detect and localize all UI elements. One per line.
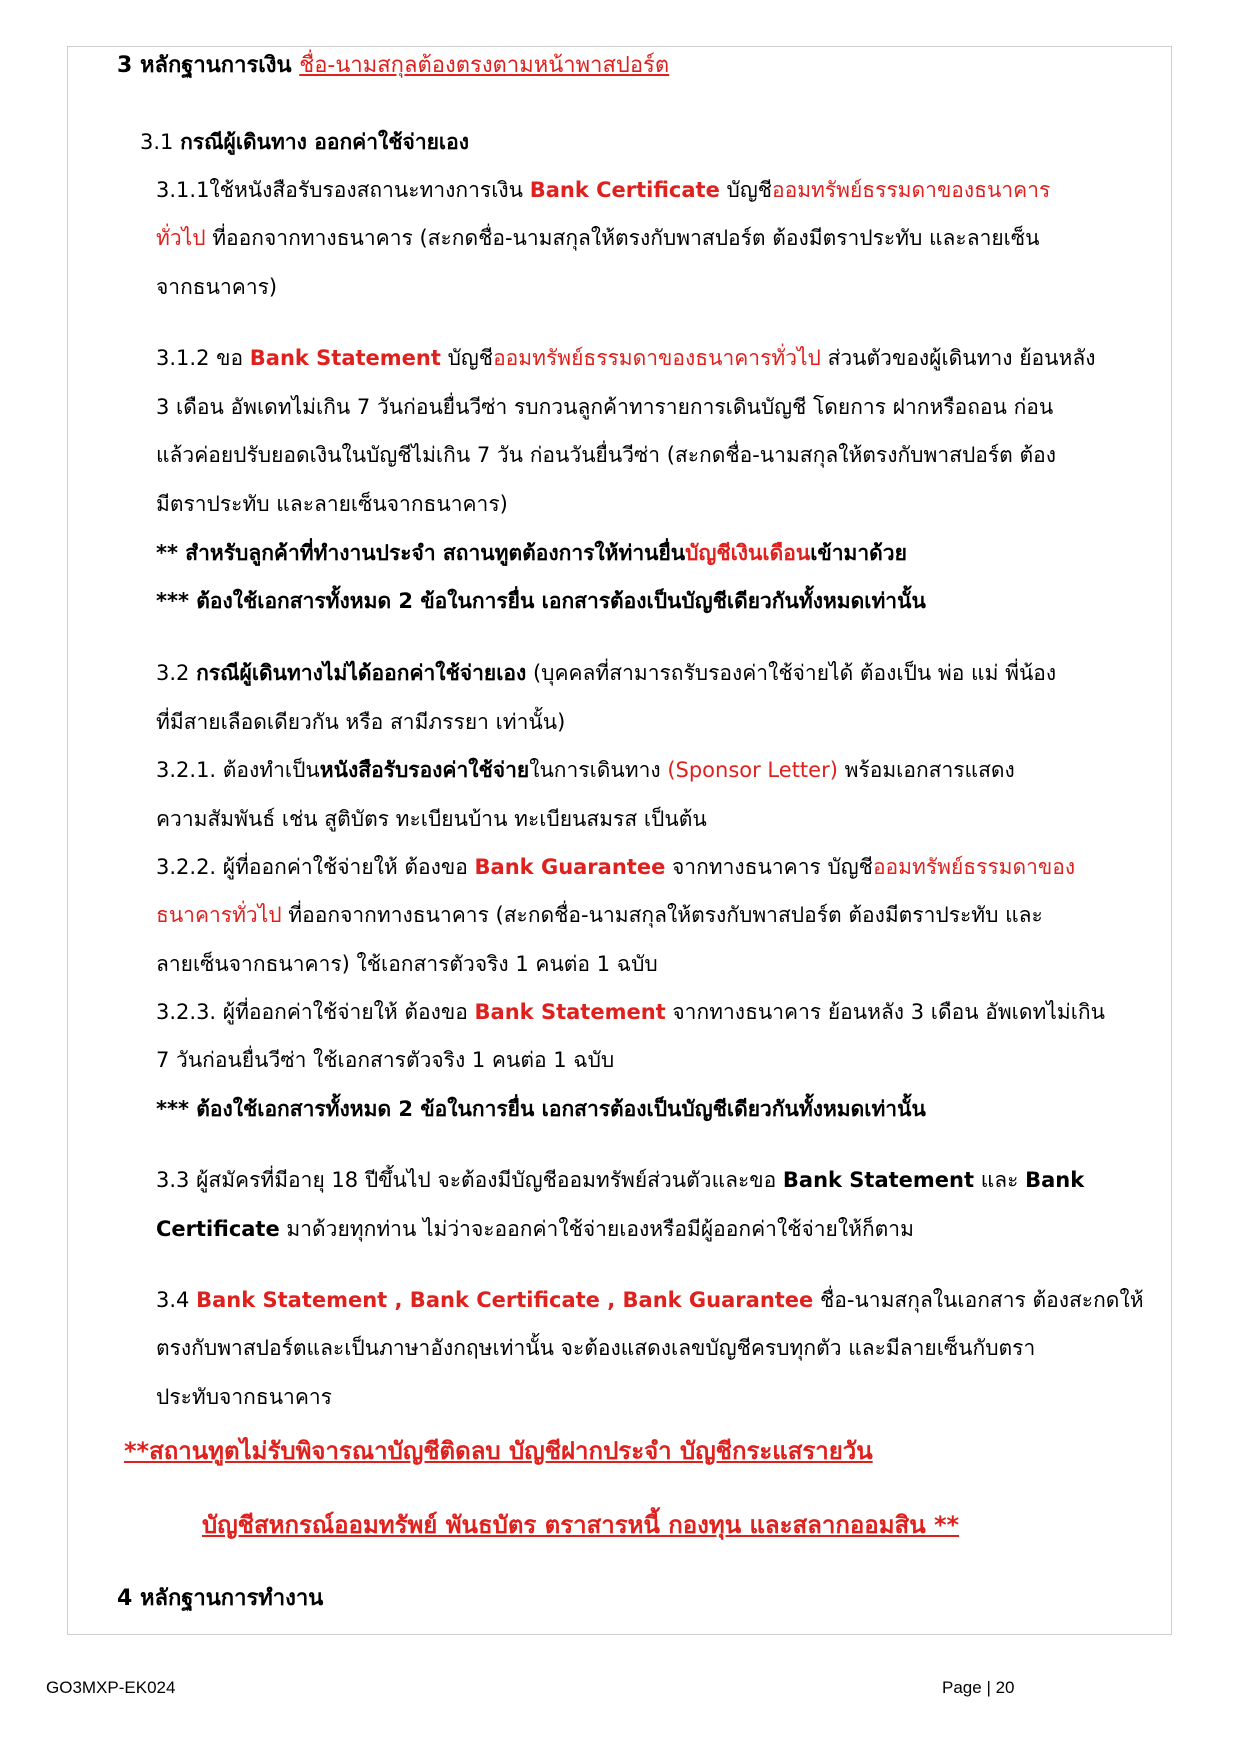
salary-account-term: บัญชีเงินเดือน bbox=[685, 541, 811, 565]
footer-page bbox=[942, 1677, 1015, 1699]
savings-account-term: ออมทรัพย์ธรรมดาของธนาคาร bbox=[771, 178, 1051, 202]
para-3-4-text: ชื่อ-นามสกุลในเอกสาร ต้องสะกดให้ bbox=[813, 1288, 1144, 1312]
savings-account-term: ออมทรัพย์ธรรมดาของ bbox=[872, 855, 1076, 879]
para-3-1-2-text: บัญชี bbox=[440, 346, 494, 370]
section-3-heading bbox=[117, 51, 669, 81]
para-3-1-1-text: 3.1.1ใช้หนังสือรับรองสถานะทางการเงิน bbox=[156, 178, 530, 202]
sponsor-letter-term: หนังสือรับรองค่าใช้จ่าย bbox=[319, 758, 530, 782]
section-3-1-number: 3.1 bbox=[140, 130, 181, 154]
para-3-3-line1 bbox=[156, 1165, 1084, 1195]
certificate-term: Certificate bbox=[156, 1217, 280, 1241]
footer-page-number: 20 bbox=[995, 1678, 1015, 1697]
para-3-2-2-text: 3.2.2. ผู้ที่ออกค่าใช้จ่ายให้ ต้องขอ bbox=[156, 855, 475, 879]
savings-account-term: ออมทรัพย์ธรรมดาของธนาคารทั่วไป bbox=[493, 346, 821, 370]
para-3-3-text: 3.3 ผู้สมัครที่มีอายุ 18 ปีขึ้นไป จะต้องมีบัญชีออมทรัพย์ส่วนตัวและขอ bbox=[156, 1168, 783, 1192]
para-3-2-3-line2: 7 วันก่อนยื่นวีซ่า ใช้เอกสารตัวจริง 1 คนต่อ 1 ฉบับ bbox=[156, 1048, 615, 1072]
bank-documents-terms: Bank Statement , Bank Certificate , Bank Guarantee bbox=[196, 1288, 814, 1312]
section-3-title: 3 หลักฐานการเงิน bbox=[117, 53, 292, 78]
para-3-2-2-text: ที่ออกจากทางธนาคาร (สะกดชื่อ-นามสกุลให้ตรงกับพาสปอร์ต ต้องมีตราประทับ และ bbox=[281, 903, 1043, 927]
sponsor-letter-english: (Sponsor Letter) bbox=[667, 758, 838, 782]
para-3-2-2-line1 bbox=[156, 852, 1075, 882]
para-3-4-number: 3.4 bbox=[156, 1288, 197, 1312]
para-3-3-line2 bbox=[156, 1214, 914, 1244]
note-salary-account bbox=[156, 538, 907, 568]
footer-separator: | bbox=[986, 1678, 991, 1697]
para-3-1-2-line4: มีตราประทับ และลายเซ็นจากธนาคาร) bbox=[156, 492, 508, 516]
section-3-1-heading bbox=[140, 127, 469, 157]
bank-statement-term: Bank Statement bbox=[782, 1168, 975, 1192]
section-3-note: ชื่อ-นามสกุลต้องตรงตามหน้าพาสปอร์ต bbox=[299, 53, 670, 78]
para-3-3-text: และ bbox=[974, 1168, 1026, 1192]
para-3-1-1-text: ที่ออกจากทางธนาคาร (สะกดชื่อ-นามสกุลให้ตรงกับพาสปอร์ต ต้องมีตราประทับ และลายเซ็น bbox=[205, 226, 1040, 250]
bank-guarantee-term: Bank Guarantee bbox=[474, 855, 666, 879]
section-3-2-intro: (บุคคลที่สามารถรับรองค่าใช้จ่ายได้ ต้องเป็น พ่อ แม่ พี่น้อง bbox=[526, 661, 1057, 685]
warning-line-1: **สถานทูตไม่รับพิจารณาบัญชีติดลบ บัญชีฝากประจำ บัญชีกระแสรายวัน bbox=[124, 1437, 873, 1465]
footer-page-label: Page bbox=[942, 1678, 982, 1697]
para-3-2-3-text: จากทางธนาคาร ย้อนหลัง 3 เดือน อัพเดทไม่เกิน bbox=[665, 1000, 1105, 1024]
note-text: ** สำหรับลูกค้าที่ทำงานประจำ สถานทูตต้องการให้ท่านยื่น bbox=[156, 541, 686, 565]
para-3-2-1-line2: ความสัมพันธ์ เช่น สูติบัตร ทะเบียนบ้าน ทะเบียนสมรส เป็นต้น bbox=[156, 807, 707, 831]
general-bank-term: ทั่วไป bbox=[156, 226, 206, 250]
para-3-2-3-text: 3.2.3. ผู้ที่ออกค่าใช้จ่ายให้ ต้องขอ bbox=[156, 1000, 475, 1024]
para-3-1-1-text: บัญชี bbox=[719, 178, 772, 202]
section-3-2-number: 3.2 bbox=[156, 661, 197, 685]
bank-certificate-term: Bank Certificate bbox=[529, 178, 720, 202]
para-3-1-2-text: ส่วนตัวของผู้เดินทาง ย้อนหลัง bbox=[820, 346, 1096, 370]
para-3-1-1-line3: จากธนาคาร) bbox=[156, 275, 278, 299]
section-4-heading: 4 หลักฐานการทำงาน bbox=[117, 1586, 324, 1611]
note-both-documents: *** ต้องใช้เอกสารทั้งหมด 2 ข้อในการยื่น เอกสารต้องเป็นบัญชีเดียวกันทั้งหมดเท่านั้น bbox=[156, 1097, 926, 1121]
para-3-2-2-line2 bbox=[156, 900, 1043, 930]
bank-statement-term: Bank Statement bbox=[249, 346, 441, 370]
para-3-4-line2: ตรงกับพาสปอร์ตและเป็นภาษาอังกฤษเท่านั้น จะต้องแสดงเลขบัญชีครบทุกตัว และมีลายเซ็นกับตรา bbox=[156, 1336, 1036, 1360]
para-3-2-1-text: ในการเดินทาง bbox=[529, 758, 668, 782]
para-3-2-1-text: พร้อมเอกสารแสดง bbox=[837, 758, 1015, 782]
section-3-1-title: กรณีผู้เดินทาง ออกค่าใช้จ่ายเอง bbox=[180, 130, 469, 154]
para-3-1-2-text: 3.1.2 ขอ bbox=[156, 346, 250, 370]
para-3-2-2-line3: ลายเซ็นจากธนาคาร) ใช้เอกสารตัวจริง 1 คนต่อ 1 ฉบับ bbox=[156, 952, 658, 976]
note-text: เข้ามาด้วย bbox=[810, 541, 907, 565]
para-3-2-2-text: จากทางธนาคาร บัญชี bbox=[665, 855, 873, 879]
para-3-4-line1 bbox=[156, 1285, 1144, 1315]
para-3-1-1-line1 bbox=[156, 175, 1050, 205]
general-bank-term: ธนาคารทั่วไป bbox=[156, 903, 282, 927]
para-3-1-2-line1 bbox=[156, 343, 1095, 373]
para-3-1-2-line2: 3 เดือน อัพเดทไม่เกิน 7 วันก่อนยื่นวีซ่า รบกวนลูกค้าทารายการเดินบัญชี โดยการ ฝากหรือถอน ก่อน bbox=[156, 395, 1054, 419]
para-3-3-text: มาด้วยทุกท่าน ไม่ว่าจะออกค่าใช้จ่ายเองหรือมีผู้ออกค่าใช้จ่ายให้ก็ตาม bbox=[279, 1217, 914, 1241]
section-3-2-line1 bbox=[156, 658, 1056, 688]
para-3-1-1-line2 bbox=[156, 223, 1039, 253]
bank-term: Bank bbox=[1025, 1168, 1085, 1192]
footer-doc-code: GO3MXP-EK024 bbox=[46, 1678, 176, 1697]
note-both-documents: *** ต้องใช้เอกสารทั้งหมด 2 ข้อในการยื่น เอกสารต้องเป็นบัญชีเดียวกันทั้งหมดเท่านั้น bbox=[156, 589, 926, 613]
para-3-4-line3: ประทับจากธนาคาร bbox=[156, 1385, 332, 1409]
para-3-2-1-text: 3.2.1. ต้องทำเป็น bbox=[156, 758, 320, 782]
section-3-2-title: กรณีผู้เดินทางไม่ได้ออกค่าใช้จ่ายเอง bbox=[196, 661, 527, 685]
para-3-2-3-line1 bbox=[156, 997, 1105, 1027]
para-3-2-1-line1 bbox=[156, 755, 1015, 785]
section-3-2-line2: ที่มีสายเลือดเดียวกัน หรือ สามีภรรยา เท่านั้น) bbox=[156, 710, 566, 734]
para-3-1-2-line3: แล้วค่อยปรับยอดเงินในบัญชีไม่เกิน 7 วัน ก่อนวันยื่นวีซ่า (สะกดชื่อ-นามสกุลให้ตรงกับพาสปอร์ต ต้อง bbox=[156, 443, 1056, 467]
warning-line-2: บัญชีสหกรณ์ออมทรัพย์ พันธบัตร ตราสารหนี้ กองทุน และสลากออมสิน ** bbox=[202, 1511, 960, 1539]
bank-statement-term: Bank Statement bbox=[474, 1000, 666, 1024]
